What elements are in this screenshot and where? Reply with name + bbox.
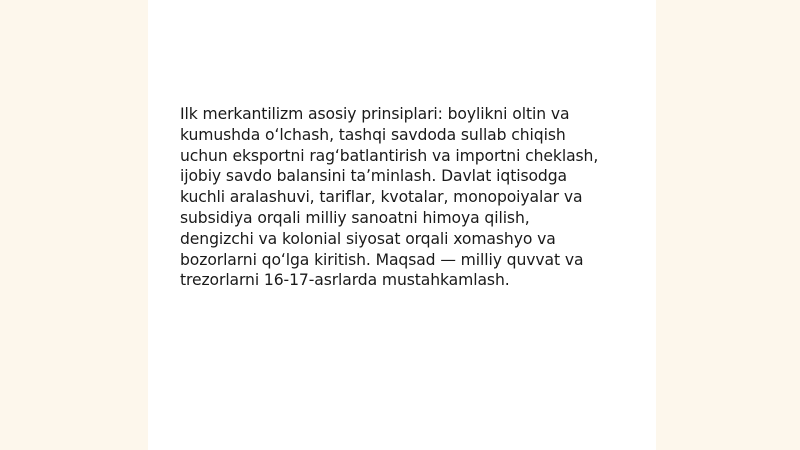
text-line: bozorlarni qoʻlga kiritish. Maqsad — milliy quvvat va: [180, 250, 584, 269]
body-paragraph: [180, 104, 632, 291]
text-line: ijobiy savdo balansini taʼminlash. Davlat iqtisodga: [180, 167, 567, 186]
text-line: trezorlarni 16-17-asrlarda mustahkamlash.: [180, 271, 510, 290]
text-line: subsidiya orqali milliy sanoatni himoya qilish,: [180, 208, 530, 227]
text-line: kumushda oʻlchash, tashqi savdoda sullab chiqish: [180, 125, 566, 144]
text-line: uchun eksportni ragʻbatlantirish va importni cheklash,: [180, 146, 599, 165]
text-line: dengizchi va kolonial siyosat orqali xomashyo va: [180, 229, 556, 248]
text-line: Ilk merkantilizm asosiy prinsiplari: boylikni oltin va: [180, 105, 570, 123]
document-page: [148, 0, 656, 450]
text-line: kuchli aralashuvi, tariflar, kvotalar, monopoiyalar va: [180, 188, 583, 207]
